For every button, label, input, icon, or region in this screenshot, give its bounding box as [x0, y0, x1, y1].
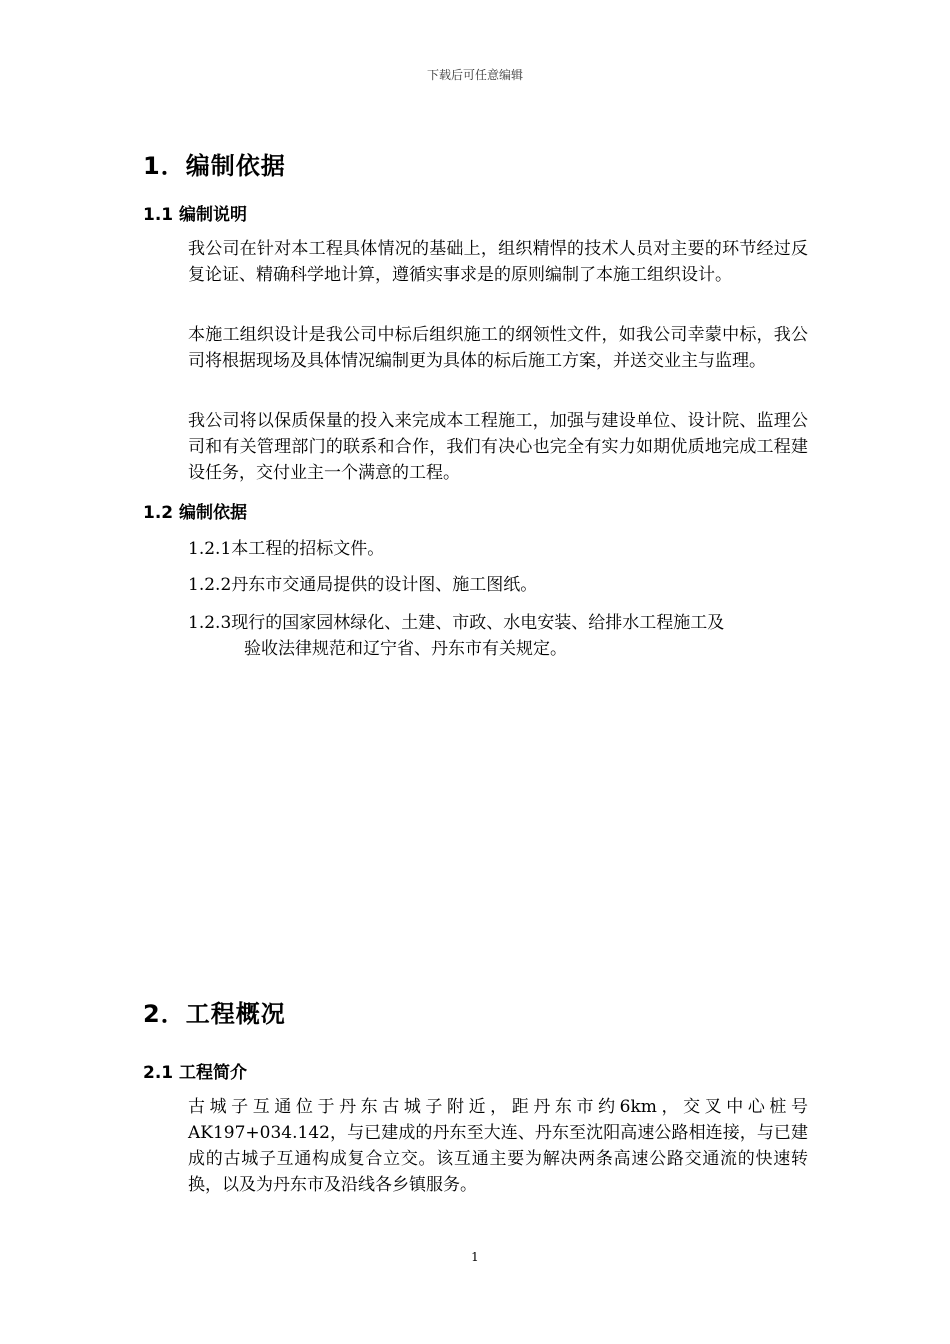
- page-number: 1: [471, 1250, 479, 1264]
- section-1-heading: 1．编制依据: [143, 152, 286, 180]
- section-1-2-item-2: 1.2.2丹东市交通局提供的设计图、施工图纸。: [188, 575, 538, 595]
- section-1-1-paragraph-1: 我公司在针对本工程具体情况的基础上，组织精悍的技术人员对主要的环节经过反复论证、精确科学地计算，遵循实事求是的原则编制了本施工组织设计。: [188, 239, 808, 285]
- section-1-1-paragraph-2: 本施工组织设计是我公司中标后组织施工的纲领性文件，如我公司幸蒙中标，我公司将根据现场及具体情况编制更为具体的标后施工方案，并送交业主与监理。: [188, 325, 808, 371]
- section-1-1-heading: 1.1 编制说明: [143, 205, 248, 225]
- section-2-1-paragraph-1: 古城子互通位于丹东古城子附近，距丹东市约6km，交叉中心桩号AK197+034.142，与已建成的丹东至大连、丹东至沈阳高速公路相连接，与已建成的古城子互通构成复合立交。该互通主要为解决两条高速公路交通流的快速转换，以及为丹东市及沿线各乡镇服务。: [188, 1097, 808, 1195]
- section-1-2-item-3-line-1: 1.2.3现行的国家园林绿化、土建、市政、水电安装、给排水工程施工及: [188, 613, 725, 633]
- section-1-2-heading: 1.2 编制依据: [143, 503, 248, 523]
- section-2-1-heading: 2.1 工程简介: [143, 1063, 248, 1083]
- page-header: 下载后可任意编辑: [426, 68, 523, 82]
- section-2-heading: 2．工程概况: [143, 1000, 286, 1028]
- section-1-2-item-3: [188, 610, 808, 662]
- section-1-2-item-1: 1.2.1本工程的招标文件。: [188, 539, 385, 559]
- section-1-2-item-3-line-2: 验收法律规范和辽宁省、丹东市有关规定。: [244, 639, 567, 659]
- section-1-1-paragraph-3: 我公司将以保质保量的投入来完成本工程施工，加强与建设单位、设计院、监理公司和有关管理部门的联系和合作，我们有决心也完全有实力如期优质地完成工程建设任务，交付业主一个满意的工程。: [188, 411, 808, 483]
